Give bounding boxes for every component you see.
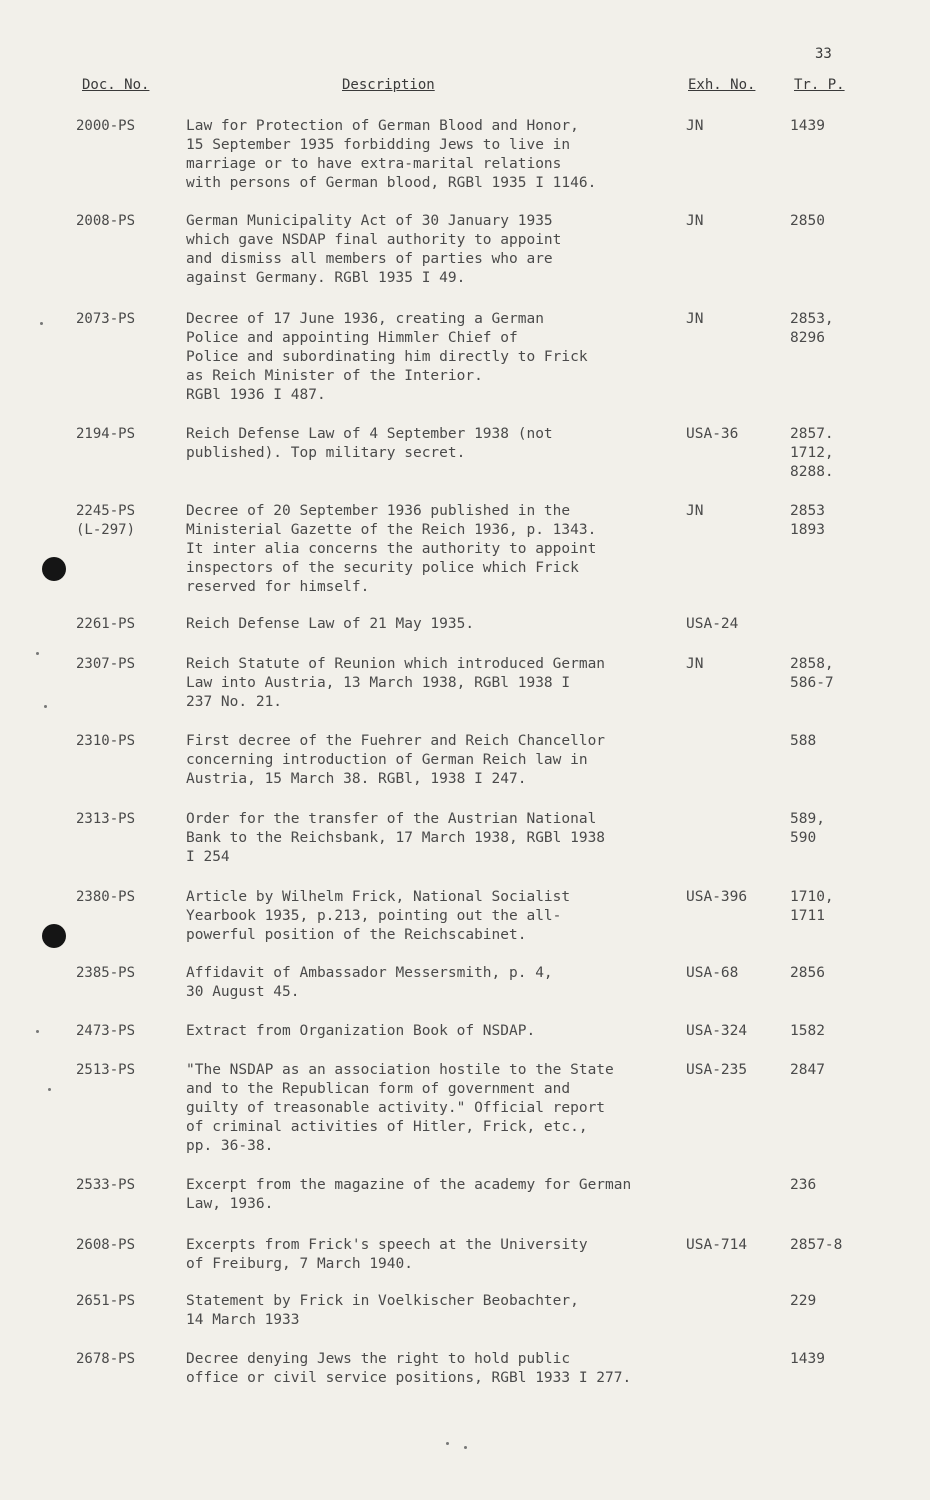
description-line: Excerpt from the magazine of the academy for German [186, 1177, 632, 1193]
doc-number [76, 1236, 176, 1255]
exhibit-number: USA-714 [686, 1237, 748, 1253]
description-line: Excerpts from Frick's speech at the University [186, 1237, 588, 1253]
description-line: published). Top military secret. [186, 445, 466, 461]
description-line: 237 No. 21. [186, 694, 283, 710]
description-line: 15 September 1935 forbidding Jews to live in [186, 137, 571, 153]
punch-hole [42, 557, 66, 581]
doc-number-line: 2307-PS [76, 656, 136, 672]
transcript-page [790, 810, 880, 848]
punch-hole [42, 924, 66, 948]
transcript-page [790, 888, 880, 926]
doc-number-line: 2261-PS [76, 616, 136, 632]
transcript-page-line: 2857. [790, 426, 834, 442]
transcript-page-line: 229 [790, 1293, 817, 1309]
doc-number-line: 2073-PS [76, 311, 136, 327]
description-line: I 254 [186, 849, 230, 865]
exhibit-number: JN [686, 311, 704, 327]
description-line: Decree of 17 June 1936, creating a German [186, 311, 544, 327]
transcript-page [790, 212, 880, 231]
description [186, 655, 676, 712]
doc-number-line: 2533-PS [76, 1177, 136, 1193]
description [186, 1176, 676, 1214]
description-line: Decree denying Jews the right to hold public [186, 1351, 571, 1367]
doc-number-line: 2513-PS [76, 1062, 136, 1078]
doc-number [76, 888, 176, 907]
doc-number-line: 2313-PS [76, 811, 136, 827]
exhibit-number: USA-396 [686, 889, 748, 905]
description-line: 14 March 1933 [186, 1312, 300, 1328]
exhibit-number: USA-24 [686, 616, 739, 632]
transcript-page-line: 8296 [790, 330, 825, 346]
exhibit-number: USA-36 [686, 426, 739, 442]
doc-number [76, 1350, 176, 1369]
description-line: Yearbook 1935, p.213, pointing out the all- [186, 908, 562, 924]
description-line: Austria, 15 March 38. RGBl, 1938 I 247. [186, 771, 527, 787]
header-exh-no: Exh. No. [688, 77, 756, 93]
doc-number [76, 810, 176, 829]
description-line: Extract from Organization Book of NSDAP. [186, 1023, 536, 1039]
description-line: and to the Republican form of government and [186, 1081, 571, 1097]
doc-number [76, 964, 176, 983]
description-line: Reich Defense Law of 4 September 1938 (not [186, 426, 553, 442]
exhibit-number: JN [686, 656, 704, 672]
transcript-page [790, 310, 880, 348]
transcript-page-line: 2853, [790, 311, 834, 327]
description-line: "The NSDAP as an association hostile to the State [186, 1062, 614, 1078]
doc-number [76, 1022, 176, 1041]
doc-number-line: 2651-PS [76, 1293, 136, 1309]
transcript-page [790, 1236, 880, 1255]
description-line: Statement by Frick in Voelkischer Beobachter, [186, 1293, 579, 1309]
description-line: Law, 1936. [186, 1196, 274, 1212]
description [186, 810, 676, 867]
transcript-page-line: 2856 [790, 965, 825, 981]
doc-number [76, 425, 176, 444]
description-line: against Germany. RGBl 1935 I 49. [186, 270, 466, 286]
description [186, 212, 676, 288]
doc-number [76, 1061, 176, 1080]
description-line: Police and appointing Himmler Chief of [186, 330, 518, 346]
description-line: powerful position of the Reichscabinet. [186, 927, 527, 943]
description-line: Article by Wilhelm Frick, National Socialist [186, 889, 571, 905]
exhibit-number: JN [686, 503, 704, 519]
doc-number [76, 212, 176, 231]
description-line: marriage or to have extra-marital relations [186, 156, 562, 172]
description-line: RGBl 1936 I 487. [186, 387, 326, 403]
description-line: Reich Statute of Reunion which introduced German [186, 656, 606, 672]
paper-speck [48, 1088, 51, 1091]
description [186, 425, 676, 463]
page-number: 33 [815, 46, 832, 62]
transcript-page-line: 8288. [790, 464, 834, 480]
description [186, 1022, 676, 1041]
paper-speck [36, 652, 39, 655]
transcript-page [790, 1350, 880, 1369]
transcript-page-line: 2853 [790, 503, 825, 519]
description-line: Ministerial Gazette of the Reich 1936, p. 1343. [186, 522, 597, 538]
transcript-page [790, 1061, 880, 1080]
paper-speck [464, 1446, 467, 1449]
exhibit-number: USA-324 [686, 1023, 748, 1039]
doc-number-line: 2008-PS [76, 213, 136, 229]
description [186, 1292, 676, 1330]
transcript-page-line: 1712, [790, 445, 834, 461]
transcript-page-line: 588 [790, 733, 817, 749]
doc-number-line: 2194-PS [76, 426, 136, 442]
transcript-page-line: 1711 [790, 908, 825, 924]
transcript-page-line: 589, [790, 811, 825, 827]
description [186, 1236, 676, 1274]
doc-number [76, 1292, 176, 1311]
description-line: Reich Defense Law of 21 May 1935. [186, 616, 475, 632]
doc-number [76, 615, 176, 634]
description-line: guilty of treasonable activity." Official report [186, 1100, 606, 1116]
exhibit-number: JN [686, 118, 704, 134]
doc-number-line: 2473-PS [76, 1023, 136, 1039]
transcript-page-line: 2858, [790, 656, 834, 672]
description-line: office or civil service positions, RGBl 1933 I 277. [186, 1370, 632, 1386]
description-line: Law for Protection of German Blood and Honor, [186, 118, 579, 134]
description-line: Decree of 20 September 1936 published in the [186, 503, 571, 519]
description-line: and dismiss all members of parties who are [186, 251, 553, 267]
transcript-page-line: 2850 [790, 213, 825, 229]
description-line: of criminal activities of Hitler, Frick, etc., [186, 1119, 588, 1135]
description-line: of Freiburg, 7 March 1940. [186, 1256, 413, 1272]
description [186, 964, 676, 1002]
header-tr-p: Tr. P. [794, 77, 845, 93]
doc-number-line: 2385-PS [76, 965, 136, 981]
description-line: German Municipality Act of 30 January 1935 [186, 213, 553, 229]
exhibit-number: USA-68 [686, 965, 739, 981]
description-line: as Reich Minister of the Interior. [186, 368, 483, 384]
description [186, 310, 676, 405]
doc-number-line: 2678-PS [76, 1351, 136, 1367]
description-line: Law into Austria, 13 March 1938, RGBl 1938 I [186, 675, 571, 691]
doc-number [76, 1176, 176, 1195]
description-line: Bank to the Reichsbank, 17 March 1938, RGBl 1938 [186, 830, 606, 846]
description-line: reserved for himself. [186, 579, 370, 595]
transcript-page [790, 732, 880, 751]
description [186, 1061, 676, 1156]
doc-number [76, 655, 176, 674]
description-line: Police and subordinating him directly to Frick [186, 349, 588, 365]
transcript-page-line: 2847 [790, 1062, 825, 1078]
description [186, 732, 676, 789]
doc-number-line: 2245-PS [76, 503, 136, 519]
doc-number-line: 2608-PS [76, 1237, 136, 1253]
description-line: concerning introduction of German Reich law in [186, 752, 588, 768]
header-doc-no: Doc. No. [82, 77, 150, 93]
doc-number-line: 2380-PS [76, 889, 136, 905]
transcript-page [790, 1022, 880, 1041]
description-line: 30 August 45. [186, 984, 300, 1000]
description-line: with persons of German blood, RGBl 1935 I 1146. [186, 175, 597, 191]
doc-number [76, 502, 176, 540]
description-line: pp. 36-38. [186, 1138, 274, 1154]
transcript-page-line: 1582 [790, 1023, 825, 1039]
doc-number [76, 732, 176, 751]
doc-number-line: (L-297) [76, 522, 136, 538]
doc-number-line: 2310-PS [76, 733, 136, 749]
description-line: It inter alia concerns the authority to appoint [186, 541, 597, 557]
doc-number [76, 117, 176, 136]
transcript-page-line: 2857-8 [790, 1237, 843, 1253]
exhibit-number: JN [686, 213, 704, 229]
description-line: inspectors of the security police which Frick [186, 560, 579, 576]
header-description: Description [342, 77, 435, 93]
transcript-page-line: 1439 [790, 1351, 825, 1367]
paper-speck [36, 1030, 39, 1033]
paper-speck [40, 322, 43, 325]
transcript-page [790, 502, 880, 540]
transcript-page [790, 1292, 880, 1311]
doc-number [76, 310, 176, 329]
description-line: First decree of the Fuehrer and Reich Chancellor [186, 733, 606, 749]
description [186, 502, 676, 597]
transcript-page-line: 590 [790, 830, 817, 846]
doc-number-line: 2000-PS [76, 118, 136, 134]
description [186, 888, 676, 945]
paper-speck [44, 705, 47, 708]
description [186, 615, 676, 634]
description-line: which gave NSDAP final authority to appoint [186, 232, 562, 248]
description [186, 1350, 676, 1388]
transcript-page-line: 1893 [790, 522, 825, 538]
transcript-page-line: 586-7 [790, 675, 834, 691]
description-line: Order for the transfer of the Austrian National [186, 811, 597, 827]
transcript-page [790, 655, 880, 693]
description [186, 117, 676, 193]
transcript-page [790, 425, 880, 482]
transcript-page-line: 1439 [790, 118, 825, 134]
transcript-page [790, 1176, 880, 1195]
transcript-page [790, 117, 880, 136]
transcript-page [790, 964, 880, 983]
paper-speck [446, 1442, 449, 1445]
transcript-page-line: 236 [790, 1177, 817, 1193]
transcript-page-line: 1710, [790, 889, 834, 905]
description-line: Affidavit of Ambassador Messersmith, p. 4, [186, 965, 553, 981]
exhibit-number: USA-235 [686, 1062, 748, 1078]
